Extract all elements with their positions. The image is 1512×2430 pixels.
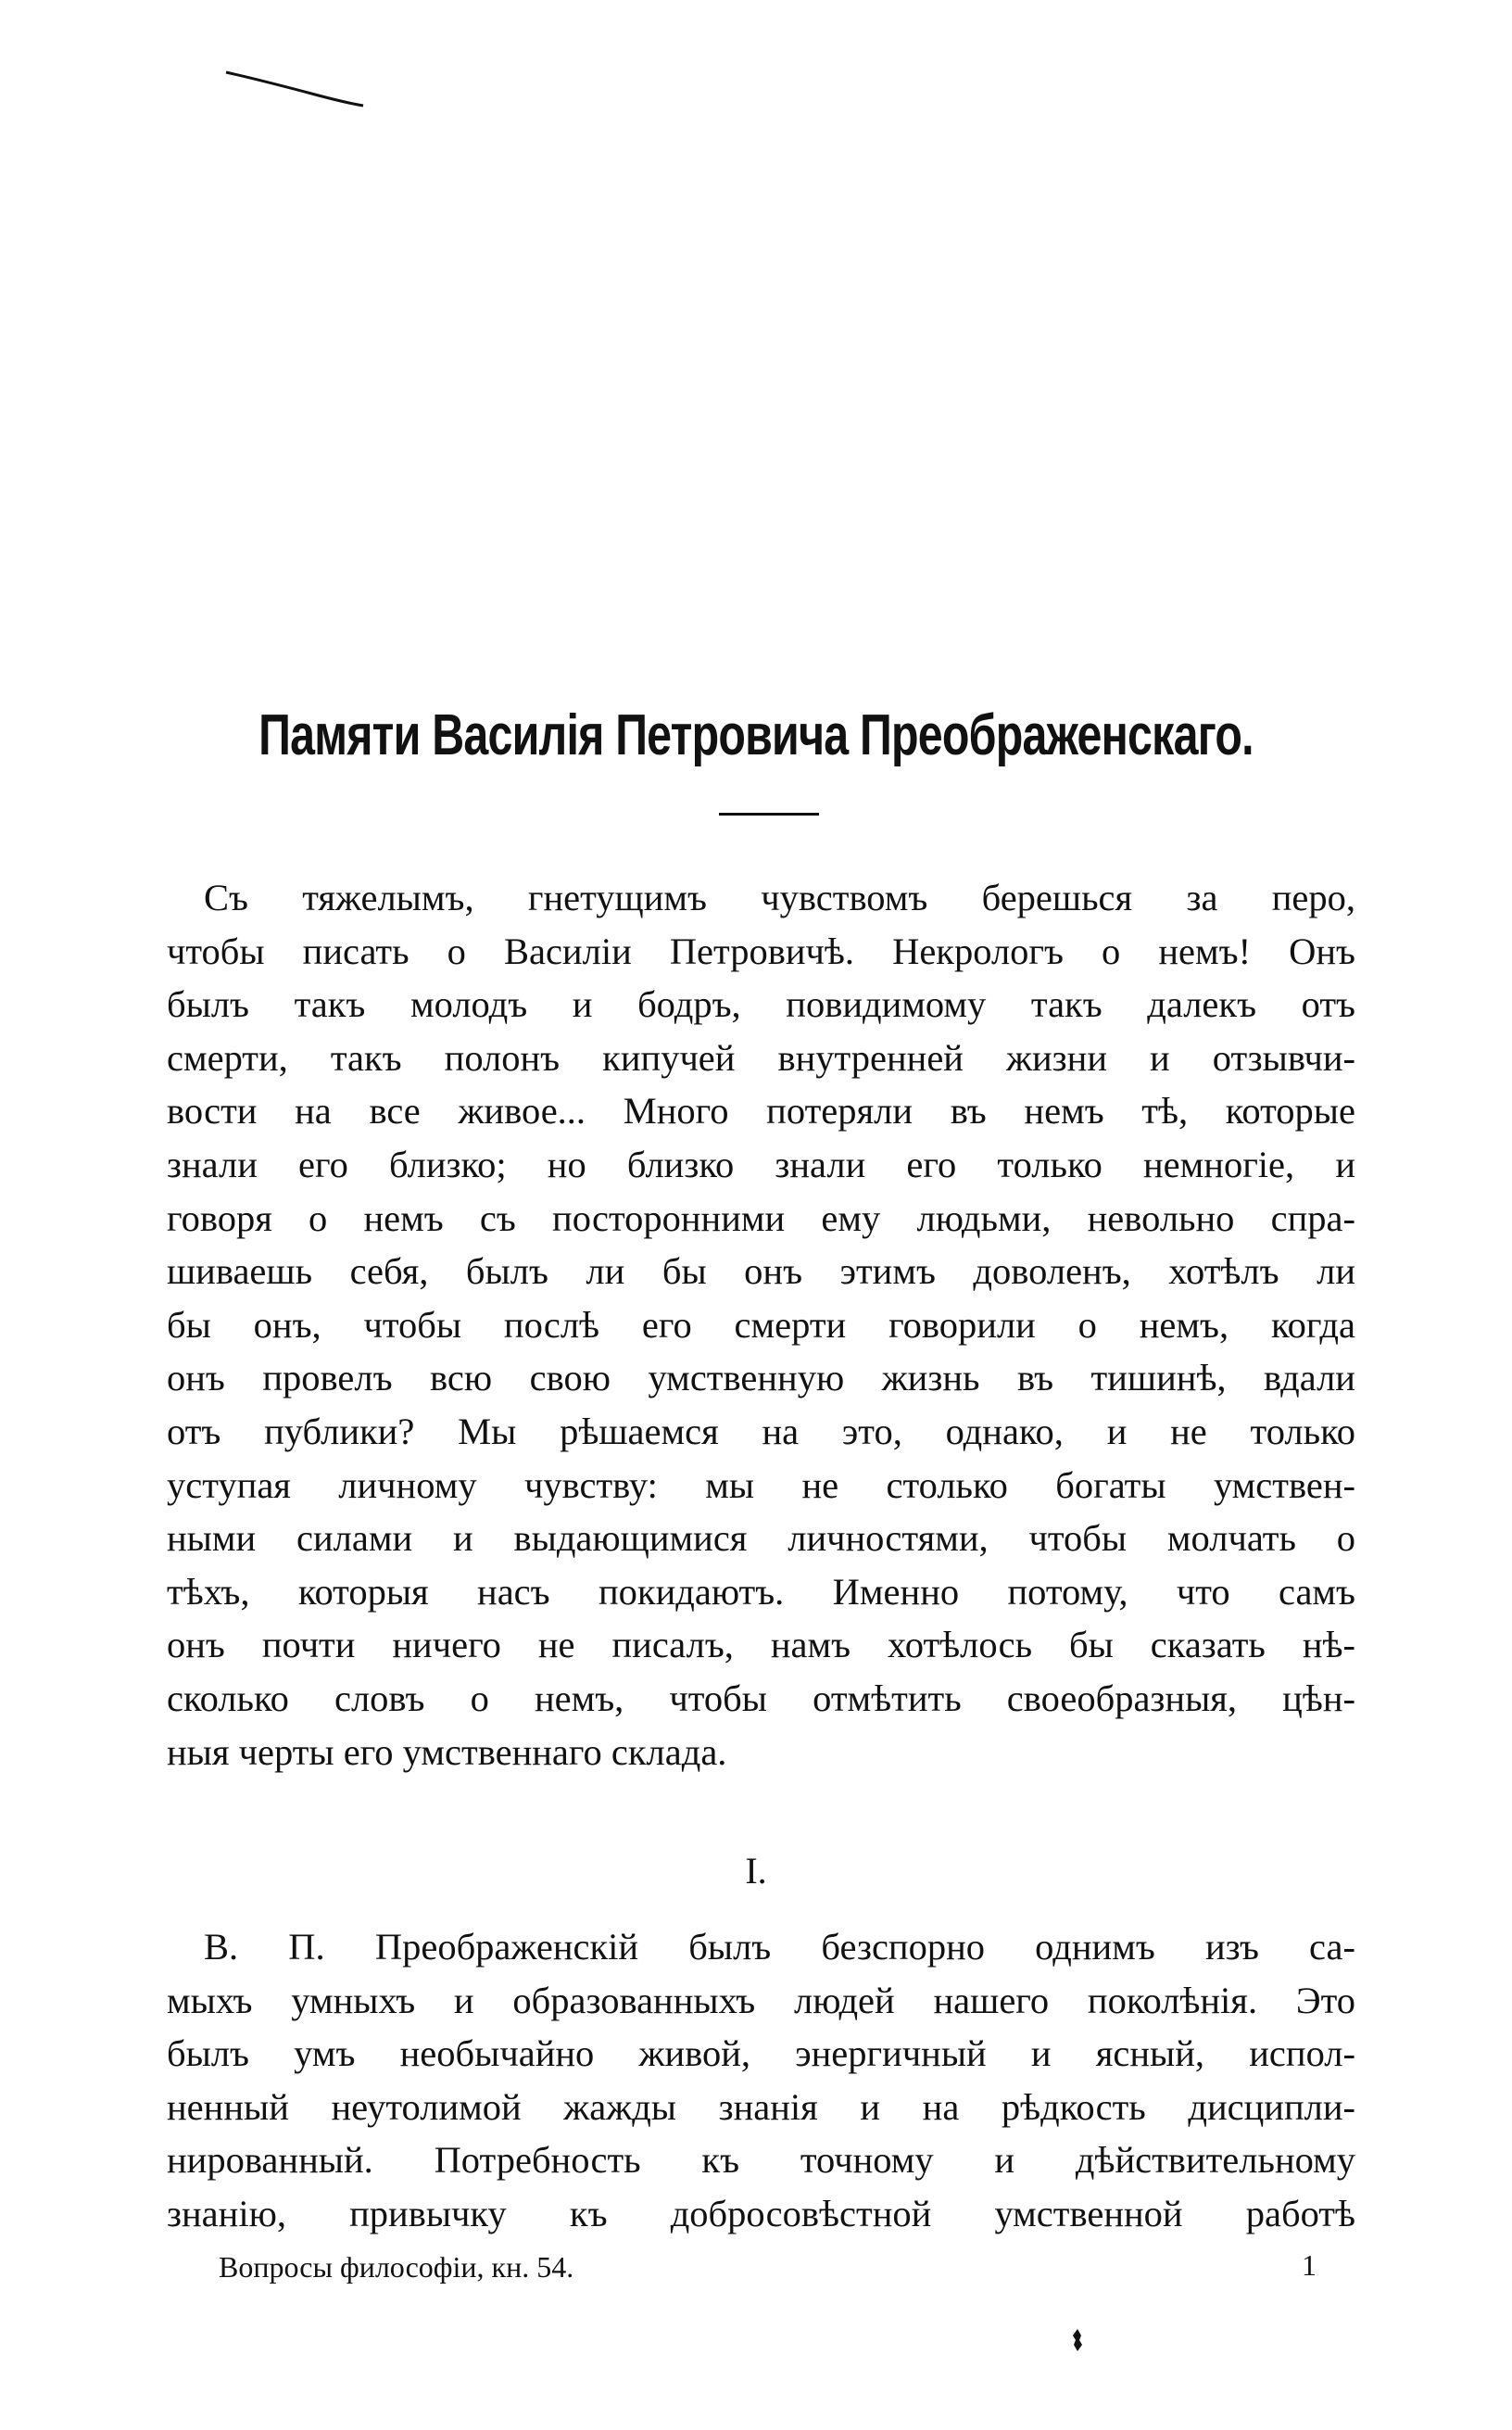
text-line: былъ такъ молодъ и бодръ, повидимому такъ далекъ отъ [167,983,1355,1026]
section-paragraph [167,1920,1355,2241]
title-divider [719,813,819,816]
text-line: нированный. Потребность къ точному и дѣйствительному [167,2139,1355,2182]
sheet-number: 1 [1302,2248,1317,2282]
text-line: мыхъ умныхъ и образованныхъ людей нашего поколѣнія. Это [167,1979,1355,2021]
intro-paragraph [167,871,1355,1778]
ink-blot [1070,2328,1085,2352]
text-line: ныя черты его умственнаго склада. [167,1730,727,1773]
text-line: тѣхъ, которыя насъ покидаютъ. Именно потому, что самъ [167,1570,1355,1613]
section-heading: I. [745,1850,767,1892]
stray-pen-stroke [222,65,371,120]
printer-signature: Вопросы философіи, кн. 54. [219,2250,574,2284]
text-line: онъ почти ничего не писалъ, намъ хотѣлось бы сказать нѣ- [167,1624,1355,1666]
text-line: шиваешь себя, былъ ли бы онъ этимъ доволенъ, хотѣлъ ли [167,1250,1355,1293]
text-line: ными силами и выдающимися личностями, чтобы молчать о [167,1517,1355,1560]
text-line: отъ публики? Мы рѣшаемся на это, однако, и не только [167,1410,1355,1452]
text-line: сколько словъ о немъ, чтобы отмѣтить своеобразныя, цѣн- [167,1677,1355,1719]
text-line: вости на все живое... Много потеряли въ немъ тѣ, которые [167,1090,1355,1133]
text-line: былъ умъ необычайно живой, энергичный и ясный, испол- [167,2032,1355,2075]
text-line: знали его близко; но близко знали его только немногіе, и [167,1143,1355,1185]
text-line: В. П. Преображенскій былъ безспорно однимъ изъ са- [204,1926,1355,1968]
text-line: смерти, такъ полонъ кипучей внутренней жизни и отзывчи- [167,1036,1355,1079]
text-line: чтобы писать о Василіи Петровичѣ. Некрологъ о немъ! Онъ [167,930,1355,972]
text-line: Съ тяжелымъ, гнетущимъ чувствомъ берешься за перо, [204,877,1355,918]
text-line: онъ провелъ всю свою умственную жизнь въ тишинѣ, вдали [167,1357,1355,1399]
text-line: знанію, привычку къ добросовѣстной умственной работѣ [167,2192,1355,2234]
article-title: Памяти Василія Петровича Преображенскаго. [258,703,1254,767]
text-line: уступая личному чувству: мы не столько богаты умствен- [167,1463,1355,1506]
text-line: бы онъ, чтобы послѣ его смерти говорили о немъ, когда [167,1303,1355,1346]
text-line: ненный неутолимой жажды знанія и на рѣдкость дисципли- [167,2085,1355,2128]
text-line: говоря о немъ съ посторонними ему людьми, невольно спра- [167,1196,1355,1239]
